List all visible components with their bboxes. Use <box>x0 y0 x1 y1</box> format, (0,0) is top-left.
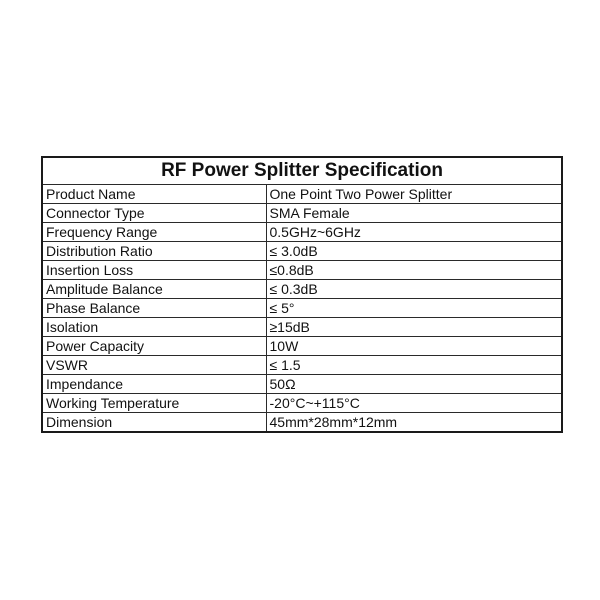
spec-value: 45mm*28mm*12mm <box>266 413 562 433</box>
spec-label: Distribution Ratio <box>42 242 266 261</box>
spec-label: Impendance <box>42 375 266 394</box>
spec-value: 0.5GHz~6GHz <box>266 223 562 242</box>
spec-value: 50Ω <box>266 375 562 394</box>
spec-value: -20°C~+115°C <box>266 394 562 413</box>
spec-label: Amplitude Balance <box>42 280 266 299</box>
spec-label: Insertion Loss <box>42 261 266 280</box>
spec-value: ≥15dB <box>266 318 562 337</box>
spec-label: Product Name <box>42 185 266 204</box>
spec-value: ≤ 1.5 <box>266 356 562 375</box>
table-row <box>42 356 562 375</box>
table-row <box>42 280 562 299</box>
spec-value: SMA Female <box>266 204 562 223</box>
spec-label: VSWR <box>42 356 266 375</box>
table-row <box>42 375 562 394</box>
table-title: RF Power Splitter Specification <box>42 157 562 185</box>
spec-label: Connector Type <box>42 204 266 223</box>
spec-table <box>41 156 563 433</box>
title-row <box>42 157 562 185</box>
table-row <box>42 261 562 280</box>
spec-label: Power Capacity <box>42 337 266 356</box>
spec-value: ≤0.8dB <box>266 261 562 280</box>
spec-label: Isolation <box>42 318 266 337</box>
spec-value: 10W <box>266 337 562 356</box>
table-row <box>42 185 562 204</box>
spec-value: ≤ 0.3dB <box>266 280 562 299</box>
spec-label: Phase Balance <box>42 299 266 318</box>
table-row <box>42 394 562 413</box>
table-row <box>42 299 562 318</box>
spec-label: Working Temperature <box>42 394 266 413</box>
spec-value: One Point Two Power Splitter <box>266 185 562 204</box>
spec-value: ≤ 3.0dB <box>266 242 562 261</box>
table-row <box>42 337 562 356</box>
table-row <box>42 318 562 337</box>
table-row <box>42 223 562 242</box>
spec-label: Frequency Range <box>42 223 266 242</box>
table-row <box>42 242 562 261</box>
spec-label: Dimension <box>42 413 266 433</box>
spec-value: ≤ 5° <box>266 299 562 318</box>
table-row <box>42 204 562 223</box>
table-row <box>42 413 562 433</box>
